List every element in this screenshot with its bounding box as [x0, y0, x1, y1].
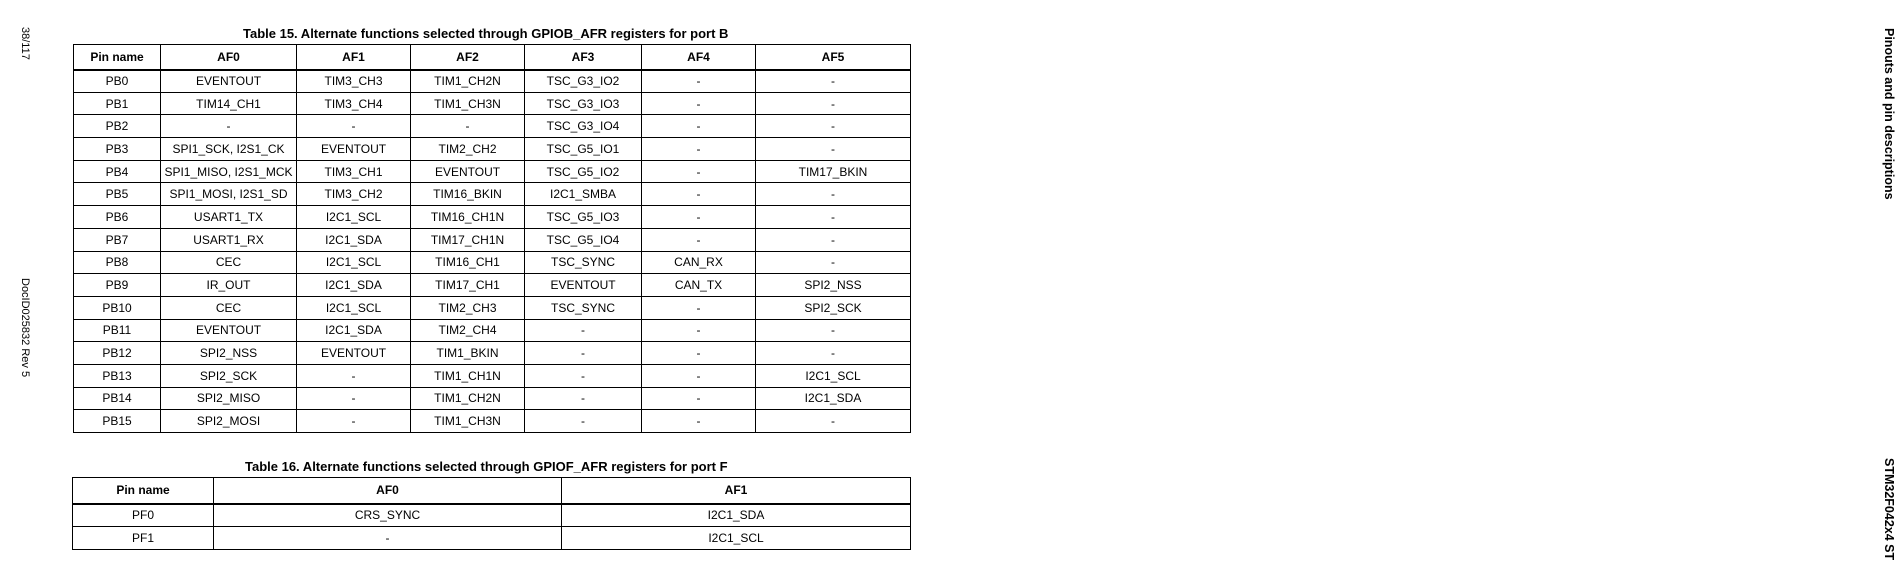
table-cell: SPI2_NSS: [756, 274, 911, 297]
product-name: STM32F042x4 ST: [1882, 458, 1896, 561]
table-cell: I2C1_SDA: [756, 387, 911, 410]
table-cell: -: [214, 527, 562, 550]
table-cell: USART1_TX: [161, 206, 297, 229]
table-cell: -: [525, 410, 642, 433]
table-cell: CRS_SYNC: [214, 504, 562, 527]
table-cell: -: [525, 387, 642, 410]
table-cell: EVENTOUT: [161, 319, 297, 342]
table-cell: TIM1_CH2N: [411, 70, 525, 93]
header-pin-name: Pin name: [74, 45, 161, 70]
header-af1: AF1: [297, 45, 411, 70]
table-cell: I2C1_SCL: [562, 527, 911, 550]
table-cell: SPI2_MOSI: [161, 410, 297, 433]
pin-name-cell: PB5: [74, 183, 161, 206]
table-row: [74, 342, 911, 365]
header-af2: AF2: [411, 45, 525, 70]
table-cell: TSC_SYNC: [525, 251, 642, 274]
table-cell: -: [525, 319, 642, 342]
table-header-row: [74, 45, 911, 70]
table-cell: -: [642, 410, 756, 433]
table-cell: TIM1_CH1N: [411, 364, 525, 387]
pin-name-cell: PB3: [74, 138, 161, 161]
table-row: [74, 251, 911, 274]
table-cell: TIM3_CH3: [297, 70, 411, 93]
table-cell: I2C1_SCL: [297, 296, 411, 319]
table-cell: TIM16_BKIN: [411, 183, 525, 206]
pin-name-cell: PB10: [74, 296, 161, 319]
table-row: [73, 527, 911, 550]
table-row: [74, 160, 911, 183]
table-cell: -: [642, 206, 756, 229]
table-cell: -: [642, 70, 756, 93]
table-cell: CEC: [161, 251, 297, 274]
table-cell: CAN_TX: [642, 274, 756, 297]
table-cell: TIM2_CH4: [411, 319, 525, 342]
table-cell: TIM16_CH1N: [411, 206, 525, 229]
table-cell: -: [642, 387, 756, 410]
table-cell: -: [642, 160, 756, 183]
table-cell: EVENTOUT: [297, 138, 411, 161]
table-cell: -: [525, 364, 642, 387]
header-pin-name: Pin name: [73, 478, 214, 504]
table-cell: -: [411, 115, 525, 138]
left-margin: [0, 0, 60, 568]
table-cell: -: [756, 342, 911, 365]
table-cell: -: [756, 206, 911, 229]
table-cell: TIM17_CH1: [411, 274, 525, 297]
table-cell: TIM1_CH3N: [411, 92, 525, 115]
pin-name-cell: PB2: [74, 115, 161, 138]
table-row: [74, 115, 911, 138]
table-cell: -: [642, 296, 756, 319]
table-cell: -: [756, 319, 911, 342]
pin-name-cell: PB7: [74, 228, 161, 251]
pin-name-cell: PB4: [74, 160, 161, 183]
pin-name-cell: PB12: [74, 342, 161, 365]
table-cell: -: [297, 410, 411, 433]
pin-name-cell: PB6: [74, 206, 161, 229]
table-cell: -: [756, 115, 911, 138]
table-row: [74, 138, 911, 161]
table-row: [74, 228, 911, 251]
table-cell: SPI2_MISO: [161, 387, 297, 410]
table-cell: -: [642, 342, 756, 365]
document-id: DocID025832 Rev 5: [19, 278, 31, 378]
table-cell: -: [756, 183, 911, 206]
table-cell: EVENTOUT: [297, 342, 411, 365]
table-cell: TSC_G3_IO2: [525, 70, 642, 93]
section-title: Pinouts and pin descriptions: [1882, 28, 1896, 200]
table-header-row: [73, 478, 911, 504]
table-cell: I2C1_SCL: [297, 206, 411, 229]
table-cell: -: [642, 183, 756, 206]
pin-name-cell: PB1: [74, 92, 161, 115]
table-cell: TSC_G5_IO1: [525, 138, 642, 161]
table-cell: -: [642, 115, 756, 138]
table-cell: TSC_G5_IO3: [525, 206, 642, 229]
table-cell: -: [297, 115, 411, 138]
pin-name-cell: PB14: [74, 387, 161, 410]
table16-port-f-alternate-functions: [72, 477, 911, 550]
table-cell: TIM3_CH2: [297, 183, 411, 206]
table-row: [74, 296, 911, 319]
table-cell: TIM3_CH1: [297, 160, 411, 183]
header-af0: AF0: [161, 45, 297, 70]
table-cell: EVENTOUT: [525, 274, 642, 297]
pin-name-cell: PF0: [73, 504, 214, 527]
table-cell: -: [161, 115, 297, 138]
table-cell: TIM3_CH4: [297, 92, 411, 115]
table-cell: -: [756, 138, 911, 161]
table-cell: I2C1_SMBA: [525, 183, 642, 206]
table-cell: IR_OUT: [161, 274, 297, 297]
table-cell: -: [756, 410, 911, 433]
table-cell: TIM16_CH1: [411, 251, 525, 274]
pin-name-cell: PB8: [74, 251, 161, 274]
table-row: [74, 70, 911, 93]
pin-name-cell: PB0: [74, 70, 161, 93]
table-cell: TIM17_CH1N: [411, 228, 525, 251]
table-cell: TSC_G5_IO4: [525, 228, 642, 251]
table-cell: TIM17_BKIN: [756, 160, 911, 183]
header-af4: AF4: [642, 45, 756, 70]
header-af1: AF1: [562, 478, 911, 504]
header-af3: AF3: [525, 45, 642, 70]
table-cell: TIM2_CH3: [411, 296, 525, 319]
table-cell: CEC: [161, 296, 297, 319]
table-cell: SPI1_MISO, I2S1_MCK: [161, 160, 297, 183]
table-row: [74, 206, 911, 229]
table-cell: TIM2_CH2: [411, 138, 525, 161]
table-cell: TSC_G5_IO2: [525, 160, 642, 183]
table-row: [74, 319, 911, 342]
table15-port-b-alternate-functions: [73, 44, 911, 433]
table-row: [73, 504, 911, 527]
table-cell: -: [756, 70, 911, 93]
table15-caption: Table 15. Alternate functions selected through GPIOB_AFR registers for port B: [243, 26, 729, 41]
table-cell: -: [642, 138, 756, 161]
table-cell: TIM1_CH3N: [411, 410, 525, 433]
table-cell: -: [756, 228, 911, 251]
table-cell: I2C1_SDA: [297, 274, 411, 297]
table-cell: EVENTOUT: [161, 70, 297, 93]
header-af0: AF0: [214, 478, 562, 504]
table-row: [74, 387, 911, 410]
table-cell: SPI1_MOSI, I2S1_SD: [161, 183, 297, 206]
page-number: 38/117: [19, 27, 31, 60]
table-cell: TSC_SYNC: [525, 296, 642, 319]
table-cell: SPI2_SCK: [756, 296, 911, 319]
table-cell: SPI2_NSS: [161, 342, 297, 365]
pin-name-cell: PB13: [74, 364, 161, 387]
table-row: [74, 183, 911, 206]
table-row: [74, 410, 911, 433]
pin-name-cell: PF1: [73, 527, 214, 550]
table-cell: I2C1_SDA: [297, 319, 411, 342]
right-margin: [938, 0, 1896, 568]
table-cell: -: [756, 251, 911, 274]
table-cell: SPI1_SCK, I2S1_CK: [161, 138, 297, 161]
table-cell: EVENTOUT: [411, 160, 525, 183]
table-cell: -: [642, 228, 756, 251]
table-row: [74, 274, 911, 297]
table-row: [74, 92, 911, 115]
header-af5: AF5: [756, 45, 911, 70]
table-cell: USART1_RX: [161, 228, 297, 251]
table-cell: I2C1_SCL: [756, 364, 911, 387]
table-cell: SPI2_SCK: [161, 364, 297, 387]
table-cell: -: [525, 342, 642, 365]
pin-name-cell: PB11: [74, 319, 161, 342]
pin-name-cell: PB9: [74, 274, 161, 297]
table-cell: TIM1_BKIN: [411, 342, 525, 365]
table-cell: I2C1_SDA: [562, 504, 911, 527]
table-cell: I2C1_SDA: [297, 228, 411, 251]
table-cell: -: [756, 92, 911, 115]
table-cell: -: [297, 387, 411, 410]
pin-name-cell: PB15: [74, 410, 161, 433]
table-cell: -: [297, 364, 411, 387]
table-cell: CAN_RX: [642, 251, 756, 274]
table-cell: I2C1_SCL: [297, 251, 411, 274]
table-cell: TSC_G3_IO4: [525, 115, 642, 138]
table-cell: -: [642, 319, 756, 342]
table-cell: TIM1_CH2N: [411, 387, 525, 410]
table-cell: TSC_G3_IO3: [525, 92, 642, 115]
table-cell: -: [642, 92, 756, 115]
table-row: [74, 364, 911, 387]
table-cell: -: [642, 364, 756, 387]
table16-caption: Table 16. Alternate functions selected through GPIOF_AFR registers for port F: [245, 459, 728, 474]
table-cell: TIM14_CH1: [161, 92, 297, 115]
